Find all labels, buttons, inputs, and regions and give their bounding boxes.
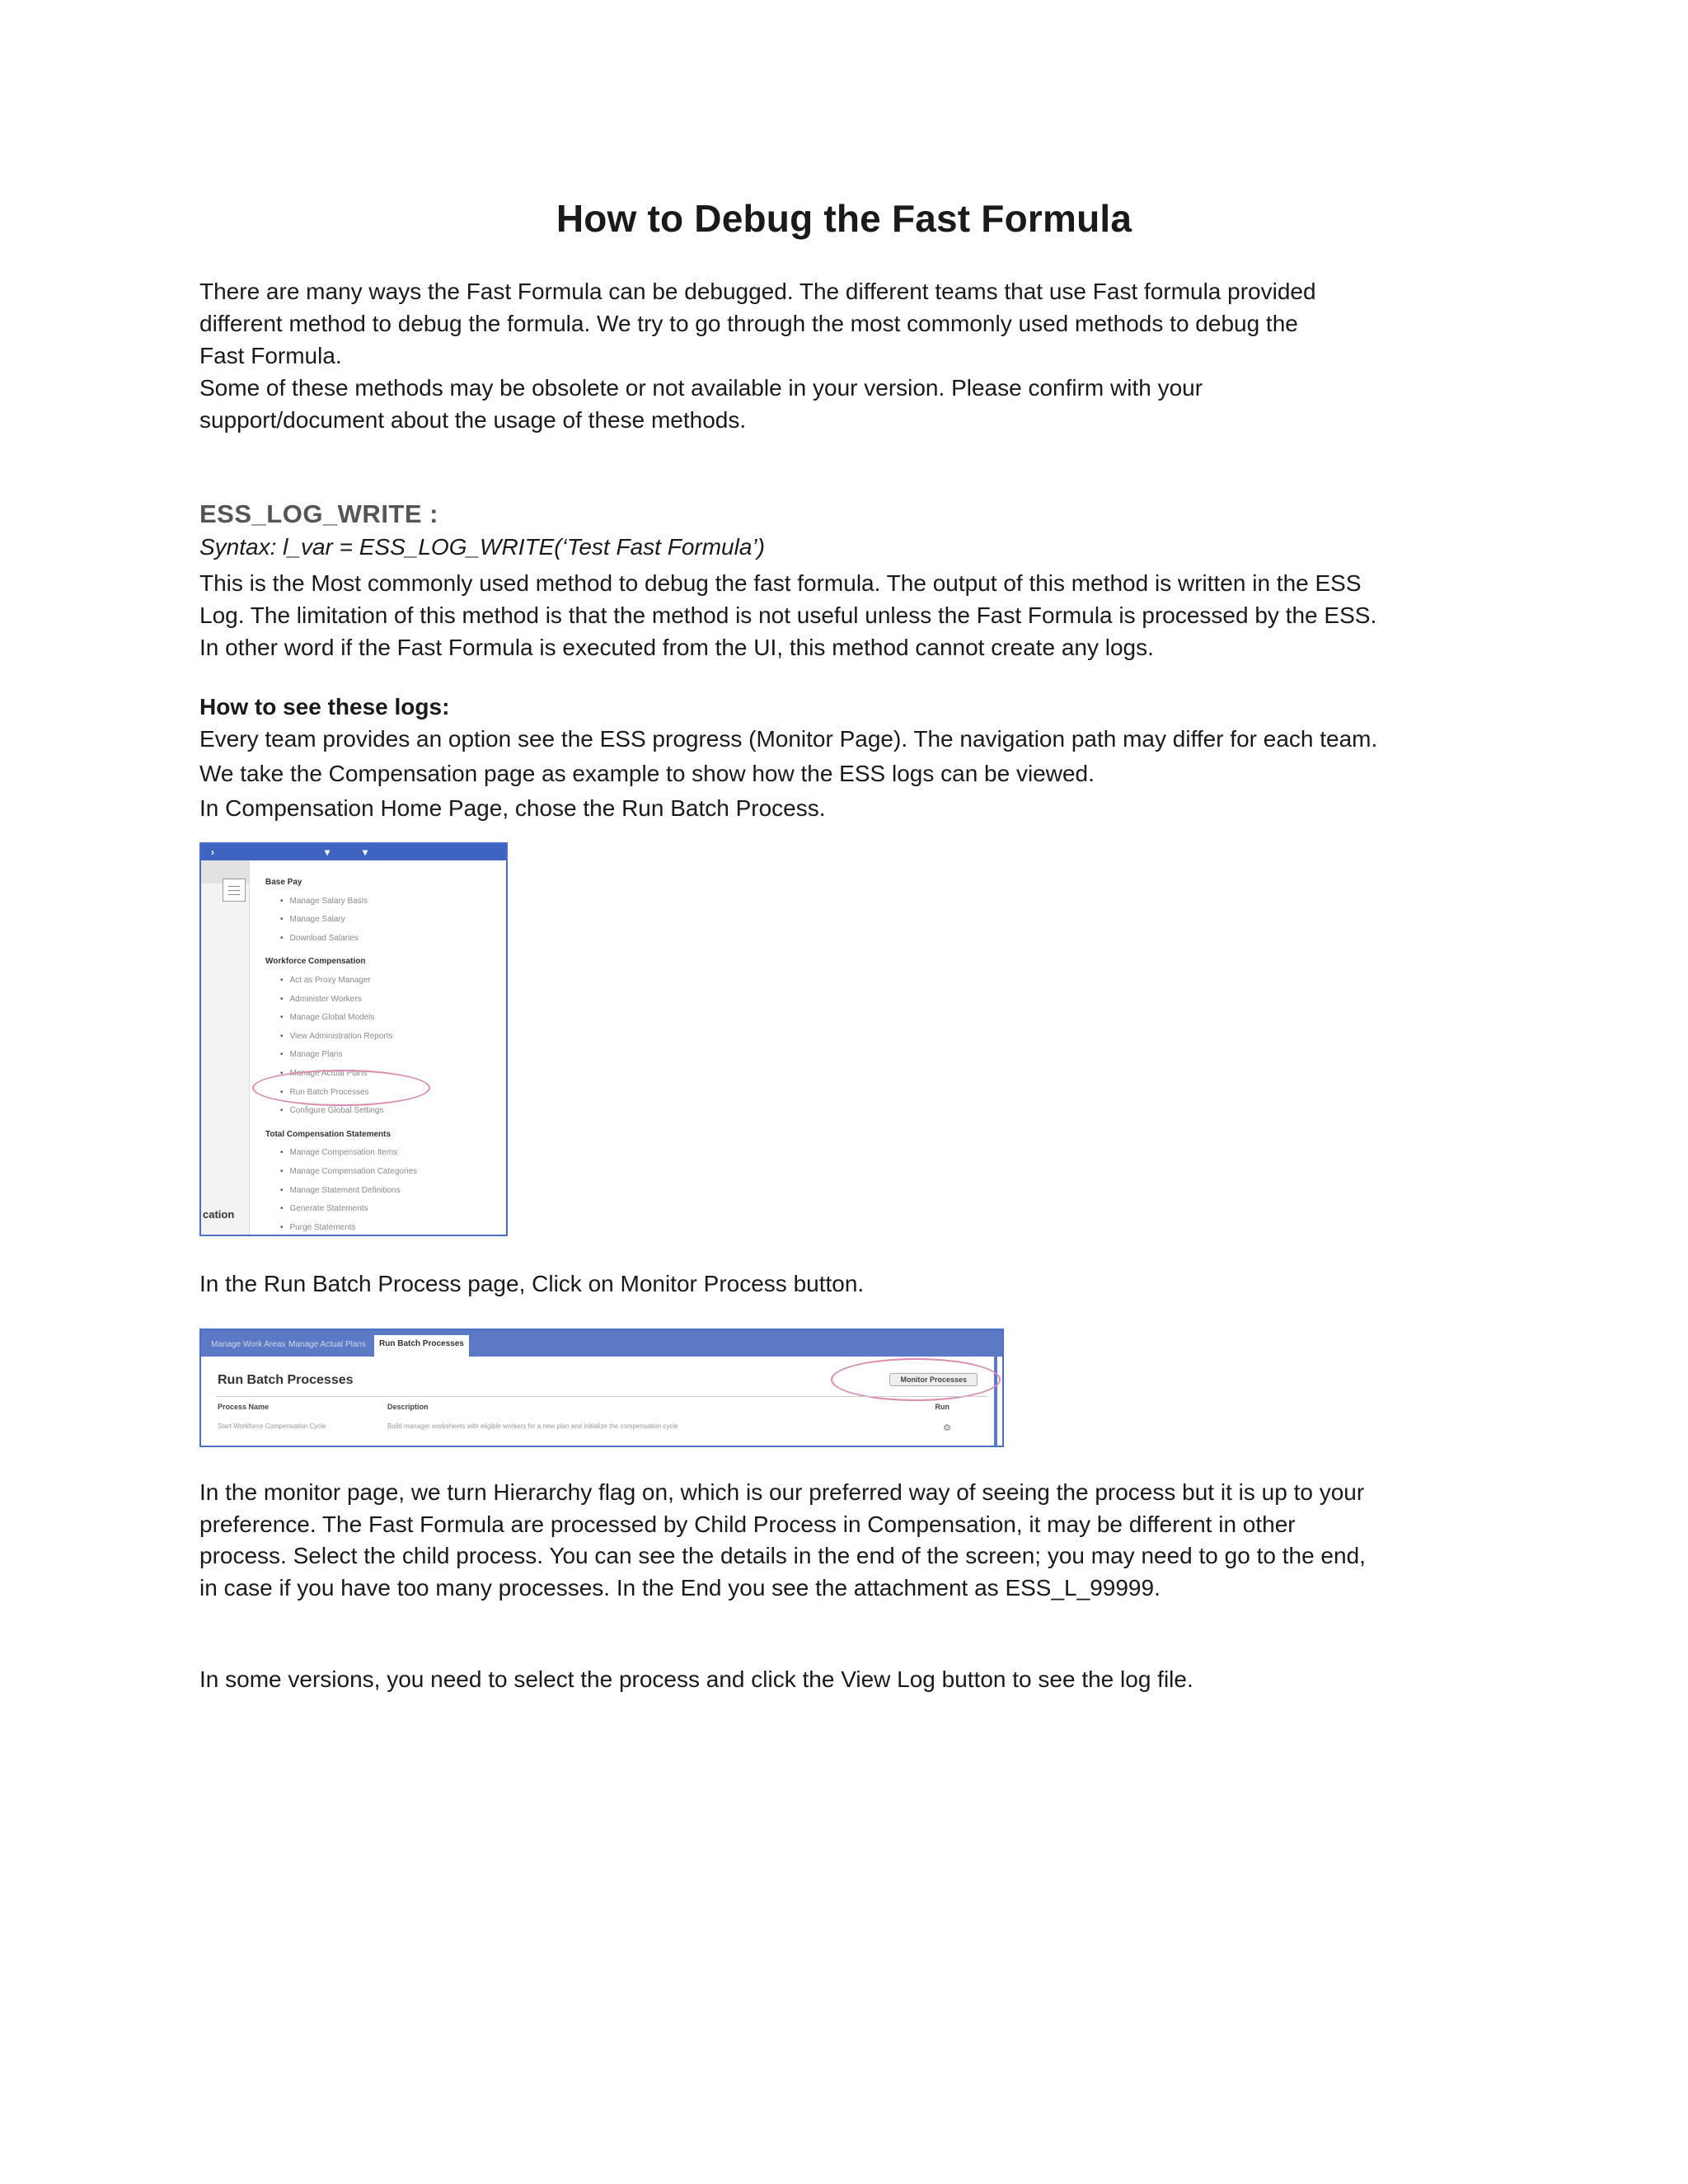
intro-line: Some of these methods may be obsolete or not available in your version. Please confirm with your — [199, 375, 1203, 401]
tab-run-batch-processes[interactable]: Run Batch Processes — [374, 1335, 469, 1357]
ess-log-write-heading: ESS_LOG_WRITE : — [199, 499, 438, 528]
ess-syntax-line: Syntax: l_var = ESS_LOG_WRITE(‘Test Fast Formula’) — [199, 534, 765, 560]
table-cell-description: Build manager worksheets with eligible workers for a new plan and initialize the compensation cycle — [387, 1422, 678, 1430]
menu-item[interactable]: • Manage Compensation Items — [265, 1144, 417, 1163]
run-batch-heading: Run Batch Processes — [218, 1373, 354, 1387]
run-batch-processes-screenshot — [199, 1329, 1004, 1447]
logs-description-line: Every team provides an option see the ESS progress (Monitor Page). The navigation path may differ for each team. — [199, 726, 1378, 752]
side-label: cation — [203, 1208, 235, 1221]
menu-item[interactable]: • Manage Global Models — [265, 1009, 417, 1028]
intro-line: different method to debug the formula. We try to go through the most commonly used methods to debug the — [199, 311, 1298, 336]
scrollbar[interactable] — [994, 1357, 997, 1447]
menu-item[interactable]: • Download Salaries — [265, 930, 417, 949]
menu-item[interactable]: • Purge Statements — [265, 1219, 417, 1236]
menu-item-run-batch-processes[interactable]: • Run Batch Processes — [265, 1084, 417, 1103]
header-chevron-down-icon: ▾ — [363, 846, 368, 858]
menu-group-heading: Workforce Compensation — [265, 957, 366, 967]
menu-item[interactable]: • View Administration Reports — [265, 1028, 417, 1047]
column-header-process-name: Process Name — [218, 1403, 270, 1411]
view-log-paragraph — [199, 1663, 1502, 1695]
how-to-see-logs-paragraph — [199, 722, 1502, 826]
column-header-run: Run — [935, 1403, 950, 1411]
table-cell-process-name[interactable]: Start Workforce Compensation Cycle — [218, 1422, 326, 1430]
view-log-line: In some versions, you need to select the process and click the View Log button to see the log file. — [199, 1666, 1193, 1692]
tab-manage-work-areas[interactable]: Manage Work Areas — [211, 1340, 286, 1349]
divider — [216, 1396, 987, 1397]
task-list-icon — [223, 879, 246, 902]
menu-item[interactable]: • Manage Plans — [265, 1046, 417, 1065]
monitor-page-line: In the monitor page, we turn Hierarchy flag on, which is our preferred way of seeing the process but it is up to your — [199, 1479, 1365, 1505]
menu-item[interactable]: • Administer Workers — [265, 991, 417, 1010]
monitor-page-line: in case if you have too many processes. In the End you see the attachment as ESS_L_99999. — [199, 1574, 1160, 1601]
menu-item[interactable]: • Act as Proxy Manager — [265, 972, 417, 991]
header-chevron-icon: › — [211, 846, 214, 858]
highlight-ellipse — [252, 1070, 430, 1106]
monitor-page-paragraph — [199, 1477, 1502, 1604]
monitor-processes-button[interactable]: Monitor Processes — [889, 1373, 978, 1386]
menu-item[interactable]: • Manage Actual Plans — [265, 1065, 417, 1084]
menu-group-heading: Total Compensation Statements — [265, 1129, 392, 1139]
logs-description-line: We take the Compensation page as example to show how the ESS logs can be viewed. — [199, 761, 1095, 786]
tab-manage-actual-plans[interactable]: Manage Actual Plans — [288, 1340, 366, 1349]
ess-description-paragraph — [199, 567, 1502, 663]
logs-description-line: In Compensation Home Page, chose the Run Batch Process. — [199, 795, 826, 821]
menu-item[interactable]: • Manage Statement Definitions — [265, 1182, 417, 1201]
left-pane — [201, 860, 250, 1236]
screenshot-header-bar — [201, 844, 506, 860]
menu-item[interactable]: • Generate Statements — [265, 1200, 417, 1219]
monitor-page-line: process. Select the child process. You can see the details in the end of the screen; you may need to go to the end, — [199, 1543, 1366, 1568]
menu-item[interactable]: • Manage Compensation Categories — [265, 1163, 417, 1182]
column-header-description: Description — [387, 1403, 429, 1411]
ess-description-line: This is the Most commonly used method to debug the fast formula. The output of this method is written in the ESS — [199, 570, 1362, 596]
compensation-menu-screenshot — [199, 842, 508, 1236]
monitor-caption-line: In the Run Batch Process page, Click on Monitor Process button. — [199, 1271, 865, 1296]
intro-paragraph — [199, 275, 1502, 436]
how-to-see-logs-heading: How to see these logs: — [199, 694, 450, 719]
intro-line: Fast Formula. — [199, 343, 342, 368]
menu-item[interactable]: • Manage Salary Basis — [265, 893, 417, 912]
menu-item[interactable]: • Manage Salary — [265, 911, 417, 930]
run-gear-icon[interactable]: ⚙ — [943, 1423, 951, 1433]
task-menu — [265, 874, 417, 1236]
document-title: How to Debug the Fast Formula — [556, 197, 1132, 240]
menu-group-heading: Base Pay — [265, 878, 302, 887]
menu-item[interactable]: • Configure Global Settings — [265, 1102, 417, 1121]
ess-description-line: In other word if the Fast Formula is executed from the UI, this method cannot create any logs. — [199, 635, 1154, 660]
intro-line: support/document about the usage of these methods. — [199, 407, 747, 433]
ess-description-line: Log. The limitation of this method is that the method is not useful unless the Fast Formula is processed by the ESS. — [199, 602, 1377, 628]
intro-line: There are many ways the Fast Formula can be debugged. The different teams that use Fast formula provided — [199, 279, 1316, 304]
monitor-caption — [199, 1268, 1502, 1300]
highlight-ellipse — [831, 1358, 1001, 1401]
header-chevron-down-icon: ▾ — [325, 846, 331, 858]
tab-bar — [201, 1330, 1002, 1357]
monitor-page-line: preference. The Fast Formula are processed by Child Process in Compensation, it may be different in other — [199, 1511, 1296, 1537]
